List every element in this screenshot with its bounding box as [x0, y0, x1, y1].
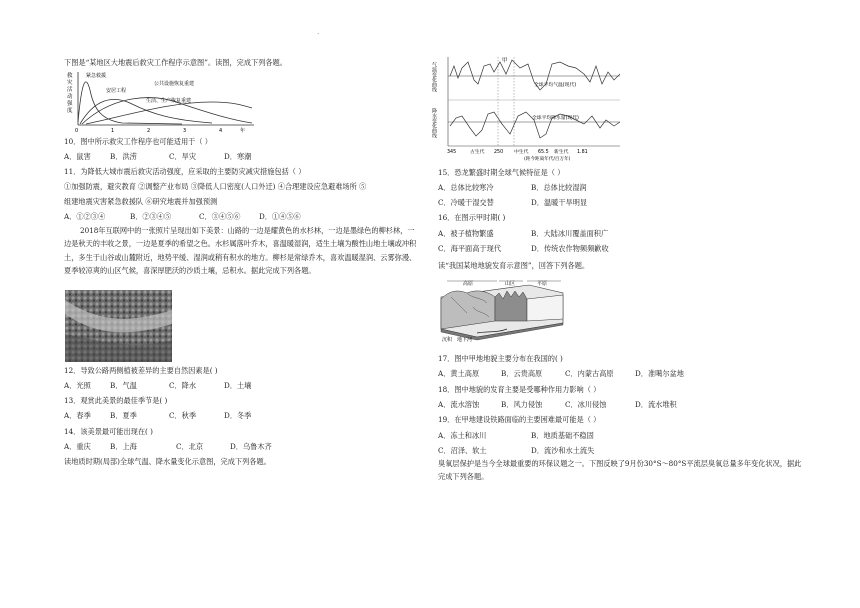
x-tick-250: 250	[494, 150, 504, 155]
intro-landform: 读“我国某地地貌发育示意图”，回答下列各题。	[438, 261, 590, 270]
intro-earthquake: 下图是“某地区大地震后救灾工作程序示意图”。读图，完成下列各题。	[64, 58, 287, 67]
header-mark: ·	[317, 29, 320, 38]
q10-option-d[interactable]: D．寒潮	[224, 152, 252, 161]
x-tick-0: 0	[75, 128, 79, 134]
curve-label-emergency: 紧急救援	[86, 73, 107, 79]
q14-stem: 14．该美景最可能出现在( )	[64, 427, 153, 436]
curve-label-housing: 安居工程	[106, 88, 127, 94]
q14-option-b[interactable]: B．上海	[110, 442, 137, 451]
y-label-4: 动	[67, 94, 73, 100]
label-plain: 平原	[537, 281, 548, 287]
q18-option-d[interactable]: D．流水堆积	[635, 400, 677, 409]
q13-stem: 13．观赏此美景的最佳季节是( )	[64, 396, 168, 405]
q12-option-a[interactable]: A．光照	[64, 381, 91, 390]
q17-option-d[interactable]: D．准噶尔盆地	[635, 369, 684, 378]
label-sediment: 沉积	[442, 337, 453, 343]
q13-option-b[interactable]: B．夏季	[110, 411, 137, 420]
top-axis-label: 气温变化曲线	[431, 62, 437, 92]
y-label-2: 灾	[67, 80, 73, 86]
q15-option-a[interactable]: A．总体比较寒冷	[438, 183, 494, 192]
q16-option-a[interactable]: A．被子植物繁盛	[438, 229, 494, 238]
q12-option-c[interactable]: C．降水	[169, 381, 197, 390]
label-temp: 全球平均气温(现代)	[534, 83, 577, 88]
q10-stem: 10．图中所示救灾工作程序也可能适用于（ ）	[64, 137, 212, 146]
q13-option-d[interactable]: D．冬季	[224, 411, 252, 420]
q10-option-b[interactable]: B．洪涝	[110, 152, 137, 161]
q12-option-b[interactable]: B．气温	[110, 381, 137, 390]
q10-option-c[interactable]: C．旱灾	[169, 152, 197, 161]
q19-option-d[interactable]: D．流沙和水土流失	[531, 446, 595, 455]
q11-items-line2: 组建地震灾害紧急救援队 ⑥研究地震并加强预测	[64, 197, 218, 206]
x-caption: (距今距离年代/百万年)	[524, 157, 571, 162]
q17-option-a[interactable]: A．黄土高原	[438, 369, 480, 378]
x-tick-mesozoic: 中生代	[514, 150, 529, 155]
figure-landform-block	[437, 277, 567, 345]
x-tick-345: 345	[447, 150, 457, 155]
q19-option-b[interactable]: B．地质基础不稳固	[531, 431, 594, 440]
q19-option-c[interactable]: C．沼泽、软土	[438, 446, 487, 455]
q16-option-d[interactable]: D．传统农作物频频歉收	[531, 244, 609, 253]
bottom-axis-label: 降水变化曲线	[431, 108, 437, 138]
x-tick-1: 1	[111, 128, 115, 134]
q11-option-d[interactable]: D．①④⑤⑥	[259, 212, 301, 221]
x-tick-65: 65.5	[538, 150, 549, 155]
q17-option-b[interactable]: B．云贵高原	[501, 369, 543, 378]
curve-label-public: 公共设施恢复重建	[154, 81, 195, 87]
q12-stem: 12．导致公路两侧植被差异的主要自然因素是( )	[64, 366, 218, 375]
q13-option-a[interactable]: A．春季	[64, 411, 91, 420]
x-tick-2: 2	[147, 128, 151, 134]
q16-stem: 16．在图示甲时期( )	[438, 213, 506, 222]
q15-stem: 15．恐龙繁盛时期全球气候特征是（ ）	[438, 168, 565, 177]
figure-paleoclimate-chart	[431, 54, 624, 162]
x-tick-year: 年	[240, 128, 246, 134]
figure-disaster-relief-chart	[62, 70, 262, 134]
x-tick-1-81: 1.81	[577, 150, 588, 155]
intro-ozone: 臭氧层保护是当今全球最重要的环保议题之一。下图反映了9月份30°S～80°S平流层臭氧总量多年变化状况，据此完成下列各题。	[438, 459, 802, 482]
q14-option-c[interactable]: C．北京	[176, 442, 204, 451]
q15-option-b[interactable]: B．总体比较湿润	[531, 183, 587, 192]
q18-option-b[interactable]: B．风力侵蚀	[501, 400, 543, 409]
label-mountain: 山区	[505, 281, 516, 287]
q11-option-a[interactable]: A．①②③④	[64, 212, 106, 221]
photo-tree-road	[65, 290, 172, 362]
q13-option-c[interactable]: C．秋季	[169, 411, 197, 420]
q10-option-a[interactable]: A．鼠害	[64, 152, 91, 161]
q19-stem: 19．在甲地建设铁路面临的主要困难最可能是（ ）	[438, 415, 601, 424]
q14-option-d[interactable]: D．乌鲁木齐	[230, 442, 272, 451]
passage-tree-road: 2018年互联网中的一张照片呈现出如下美景：山路的一边是耀黄色的水杉林，一边是墨绿色的柳杉林，一边是秋天的丰收之景，一边是夏季的希望之色。水杉属落叶乔木，喜温暖湿润，适生土壤为酸性山地土壤或冲积土，多生于山谷或山麓附近，地势平缓、湿润或稍有积水的地方。柳杉是常绿乔木，喜欢温暖湿润、云雾弥漫、夏季较凉爽的山区气候，喜深厚肥沃的沙质土壤，忌积水。据此完成下列各题。	[64, 226, 417, 275]
y-label-3: 活	[67, 87, 73, 93]
q15-option-c[interactable]: C．冷暖干湿交替	[438, 198, 494, 207]
curve-label-life: 生活、生产恢复重建	[146, 98, 192, 104]
label-plateau: 高原	[463, 281, 474, 287]
q18-option-a[interactable]: A．流水溶蚀	[438, 400, 480, 409]
label-underground-river: 地下河	[457, 337, 473, 343]
y-label-6: 度	[67, 108, 73, 114]
y-label-5: 强	[67, 101, 73, 107]
q18-option-c[interactable]: C．冰川侵蚀	[565, 400, 607, 409]
label-precip: 全球平均降水量(现代)	[532, 116, 579, 121]
q17-option-c[interactable]: C．内蒙古高原	[565, 369, 614, 378]
q19-option-a[interactable]: A．冻土和冰川	[438, 431, 487, 440]
x-tick-4: 4	[219, 128, 223, 134]
x-tick-3: 3	[183, 128, 187, 134]
q18-stem: 18．图中地貌的发育主要是受哪种作用力影响（ ）	[438, 385, 601, 394]
q16-option-c[interactable]: C．海平面高于现代	[438, 244, 502, 253]
y-label-1: 救	[67, 73, 73, 79]
intro-paleoclimate: 读地质时期(局部)全球气温、降水量变化示意图，完成下列各题。	[64, 457, 271, 466]
x-tick-cenozoic: 新生代	[554, 150, 569, 155]
q12-option-d[interactable]: D．土壤	[224, 381, 252, 390]
x-tick-paleozoic: 古生代	[470, 150, 485, 155]
q16-option-b[interactable]: B．大陆冰川覆盖面积广	[531, 229, 609, 238]
period-mark: 甲	[502, 58, 508, 64]
q17-stem: 17．图中甲地地貌主要分布在我国的( )	[438, 354, 563, 363]
q11-option-c[interactable]: C．③④⑤⑥	[199, 212, 241, 221]
q14-option-a[interactable]: A．重庆	[64, 442, 91, 451]
q11-option-b[interactable]: B．②③④⑤	[130, 212, 172, 221]
q11-stem: 11．为降低大城市震后救灾活动强度，应采取的主要防灾减灾措施包括（ ）	[64, 167, 306, 176]
q11-items-line1: ①加强防震，避灾教育 ②调整产业布局 ③降低人口密度(人口外迁) ④合理建设应急避难场所 ⑤	[64, 182, 367, 191]
q15-option-d[interactable]: D．温暖干旱明显	[531, 198, 588, 207]
